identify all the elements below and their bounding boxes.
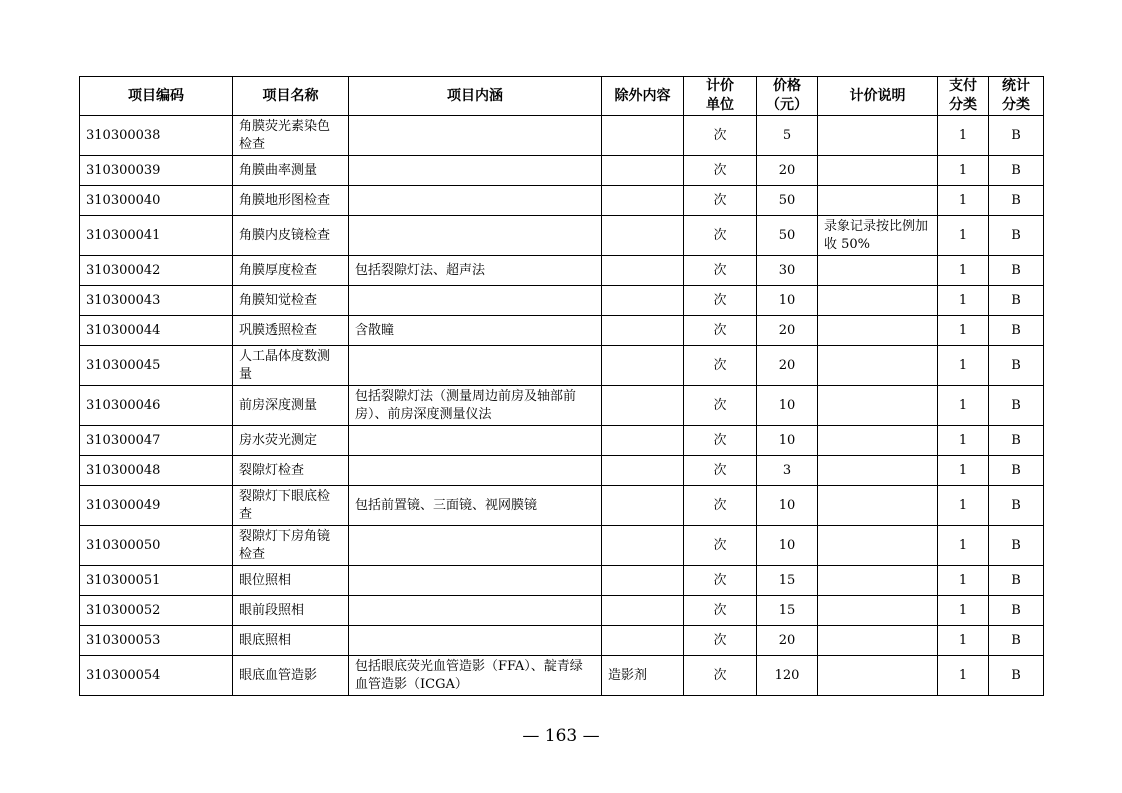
cell-name: 眼底照相 (233, 626, 349, 656)
cell-note (818, 346, 938, 386)
cell-exclusion (602, 116, 684, 156)
cell-price: 10 (757, 286, 818, 316)
cell-pay-category: 1 (938, 346, 989, 386)
cell-content: 包括前置镜、三面镜、视网膜镜 (349, 486, 602, 526)
cell-name: 角膜内皮镜检查 (233, 216, 349, 256)
cell-code: 310300042 (80, 256, 233, 286)
cell-note (818, 486, 938, 526)
cell-unit: 次 (684, 456, 757, 486)
page-number: 163 (544, 726, 578, 746)
header-name: 项目名称 (233, 77, 349, 116)
cell-content (349, 346, 602, 386)
cell-content (349, 566, 602, 596)
cell-code: 310300050 (80, 526, 233, 566)
cell-name: 眼底血管造影 (233, 656, 349, 696)
cell-unit: 次 (684, 316, 757, 346)
table-row (80, 566, 1044, 596)
cell-content (349, 286, 602, 316)
cell-price: 20 (757, 316, 818, 346)
cell-name: 眼前段照相 (233, 596, 349, 626)
cell-name: 裂隙灯检查 (233, 456, 349, 486)
cell-price: 15 (757, 566, 818, 596)
cell-price: 10 (757, 526, 818, 566)
cell-pay-category: 1 (938, 116, 989, 156)
cell-price: 10 (757, 426, 818, 456)
cell-pay-category: 1 (938, 256, 989, 286)
cell-pay-category: 1 (938, 186, 989, 216)
cell-pay-category: 1 (938, 156, 989, 186)
header-stat-category: 统计 分类 (989, 77, 1044, 116)
cell-stat-category: B (989, 386, 1044, 426)
table-row (80, 456, 1044, 486)
cell-exclusion (602, 286, 684, 316)
cell-unit: 次 (684, 346, 757, 386)
cell-stat-category: B (989, 286, 1044, 316)
cell-exclusion (602, 156, 684, 186)
cell-pay-category: 1 (938, 456, 989, 486)
cell-note (818, 386, 938, 426)
table-row (80, 156, 1044, 186)
cell-content (349, 456, 602, 486)
cell-unit: 次 (684, 216, 757, 256)
cell-note (818, 456, 938, 486)
cell-stat-category: B (989, 626, 1044, 656)
cell-name: 角膜地形图检查 (233, 186, 349, 216)
cell-content (349, 116, 602, 156)
cell-name: 角膜知觉检查 (233, 286, 349, 316)
cell-pay-category: 1 (938, 316, 989, 346)
cell-content: 包括裂隙灯法、超声法 (349, 256, 602, 286)
table-row (80, 346, 1044, 386)
table-row (80, 256, 1044, 286)
cell-code: 310300052 (80, 596, 233, 626)
cell-pay-category: 1 (938, 566, 989, 596)
cell-exclusion (602, 456, 684, 486)
cell-exclusion (602, 316, 684, 346)
cell-pay-category: 1 (938, 656, 989, 696)
cell-price: 20 (757, 156, 818, 186)
table-row (80, 186, 1044, 216)
cell-pay-category: 1 (938, 286, 989, 316)
cell-code: 310300053 (80, 626, 233, 656)
cell-price: 15 (757, 596, 818, 626)
cell-name: 巩膜透照检查 (233, 316, 349, 346)
cell-code: 310300047 (80, 426, 233, 456)
cell-name: 角膜曲率测量 (233, 156, 349, 186)
cell-exclusion: 造影剂 (602, 656, 684, 696)
cell-pay-category: 1 (938, 216, 989, 256)
cell-content (349, 526, 602, 566)
cell-name: 眼位照相 (233, 566, 349, 596)
cell-exclusion (602, 186, 684, 216)
cell-exclusion (602, 486, 684, 526)
table-row (80, 626, 1044, 656)
cell-unit: 次 (684, 426, 757, 456)
cell-name: 角膜荧光素染色检查 (233, 116, 349, 156)
cell-stat-category: B (989, 566, 1044, 596)
cell-stat-category: B (989, 426, 1044, 456)
cell-pay-category: 1 (938, 596, 989, 626)
cell-code: 310300046 (80, 386, 233, 426)
cell-name: 裂隙灯下房角镜检查 (233, 526, 349, 566)
cell-price: 30 (757, 256, 818, 286)
cell-note (818, 256, 938, 286)
cell-exclusion (602, 566, 684, 596)
cell-note (818, 656, 938, 696)
table-row (80, 116, 1044, 156)
table-row (80, 426, 1044, 456)
cell-exclusion (602, 426, 684, 456)
header-exclusion: 除外内容 (602, 77, 684, 116)
cell-exclusion (602, 346, 684, 386)
cell-note (818, 286, 938, 316)
cell-stat-category: B (989, 156, 1044, 186)
cell-content (349, 626, 602, 656)
cell-unit: 次 (684, 116, 757, 156)
cell-name: 裂隙灯下眼底检查 (233, 486, 349, 526)
table-row (80, 286, 1044, 316)
cell-price: 120 (757, 656, 818, 696)
cell-code: 310300054 (80, 656, 233, 696)
cell-unit: 次 (684, 596, 757, 626)
cell-name: 前房深度测量 (233, 386, 349, 426)
cell-stat-category: B (989, 526, 1044, 566)
cell-pay-category: 1 (938, 486, 989, 526)
table-row (80, 596, 1044, 626)
cell-stat-category: B (989, 456, 1044, 486)
cell-stat-category: B (989, 186, 1044, 216)
cell-price: 10 (757, 486, 818, 526)
cell-unit: 次 (684, 626, 757, 656)
table-row (80, 656, 1044, 696)
cell-note (818, 116, 938, 156)
cell-stat-category: B (989, 596, 1044, 626)
cell-note (818, 426, 938, 456)
table-body (80, 116, 1044, 696)
cell-unit: 次 (684, 656, 757, 696)
cell-note (818, 316, 938, 346)
cell-unit: 次 (684, 526, 757, 566)
cell-price: 50 (757, 216, 818, 256)
cell-stat-category: B (989, 486, 1044, 526)
header-price: 价格 （元） (757, 77, 818, 116)
table-row (80, 526, 1044, 566)
cell-content: 包括眼底荧光血管造影（FFA）、靛青绿血管造影（ICGA） (349, 656, 602, 696)
cell-pay-category: 1 (938, 626, 989, 656)
cell-note (818, 186, 938, 216)
cell-stat-category: B (989, 256, 1044, 286)
cell-name: 人工晶体度数测量 (233, 346, 349, 386)
cell-content: 包括裂隙灯法（测量周边前房及轴部前房）、前房深度测量仪法 (349, 386, 602, 426)
fee-schedule-table (79, 76, 1044, 696)
cell-content (349, 156, 602, 186)
fee-schedule-sheet (79, 76, 1043, 696)
header-note: 计价说明 (818, 77, 938, 116)
cell-price: 10 (757, 386, 818, 426)
cell-unit: 次 (684, 386, 757, 426)
cell-note (818, 566, 938, 596)
cell-code: 310300045 (80, 346, 233, 386)
cell-unit: 次 (684, 256, 757, 286)
table-header-row (80, 77, 1044, 116)
header-code: 项目编码 (80, 77, 233, 116)
cell-note (818, 626, 938, 656)
cell-price: 3 (757, 456, 818, 486)
table-row (80, 216, 1044, 256)
cell-pay-category: 1 (938, 426, 989, 456)
cell-unit: 次 (684, 186, 757, 216)
cell-exclusion (602, 216, 684, 256)
cell-code: 310300049 (80, 486, 233, 526)
cell-price: 50 (757, 186, 818, 216)
cell-pay-category: 1 (938, 386, 989, 426)
cell-stat-category: B (989, 316, 1044, 346)
cell-content (349, 186, 602, 216)
cell-code: 310300038 (80, 116, 233, 156)
cell-exclusion (602, 526, 684, 566)
cell-content (349, 596, 602, 626)
cell-note (818, 156, 938, 186)
header-unit: 计价 单位 (684, 77, 757, 116)
cell-code: 310300051 (80, 566, 233, 596)
table-row (80, 486, 1044, 526)
cell-code: 310300048 (80, 456, 233, 486)
table-row (80, 316, 1044, 346)
cell-price: 5 (757, 116, 818, 156)
cell-stat-category: B (989, 346, 1044, 386)
cell-stat-category: B (989, 216, 1044, 256)
header-content: 项目内涵 (349, 77, 602, 116)
table-row (80, 386, 1044, 426)
cell-unit: 次 (684, 156, 757, 186)
cell-price: 20 (757, 626, 818, 656)
cell-exclusion (602, 256, 684, 286)
cell-note: 录象记录按比例加收 50% (818, 216, 938, 256)
cell-code: 310300041 (80, 216, 233, 256)
cell-exclusion (602, 596, 684, 626)
cell-name: 房水荧光测定 (233, 426, 349, 456)
cell-price: 20 (757, 346, 818, 386)
cell-code: 310300040 (80, 186, 233, 216)
cell-pay-category: 1 (938, 526, 989, 566)
cell-exclusion (602, 626, 684, 656)
cell-code: 310300039 (80, 156, 233, 186)
cell-name: 角膜厚度检查 (233, 256, 349, 286)
cell-code: 310300044 (80, 316, 233, 346)
cell-note (818, 526, 938, 566)
header-pay-category: 支付 分类 (938, 77, 989, 116)
cell-unit: 次 (684, 486, 757, 526)
cell-unit: 次 (684, 566, 757, 596)
cell-code: 310300043 (80, 286, 233, 316)
page-footer: — 163 — (522, 726, 600, 746)
cell-content (349, 426, 602, 456)
cell-content (349, 216, 602, 256)
cell-exclusion (602, 386, 684, 426)
cell-stat-category: B (989, 656, 1044, 696)
cell-stat-category: B (989, 116, 1044, 156)
cell-unit: 次 (684, 286, 757, 316)
cell-content: 含散瞳 (349, 316, 602, 346)
cell-note (818, 596, 938, 626)
